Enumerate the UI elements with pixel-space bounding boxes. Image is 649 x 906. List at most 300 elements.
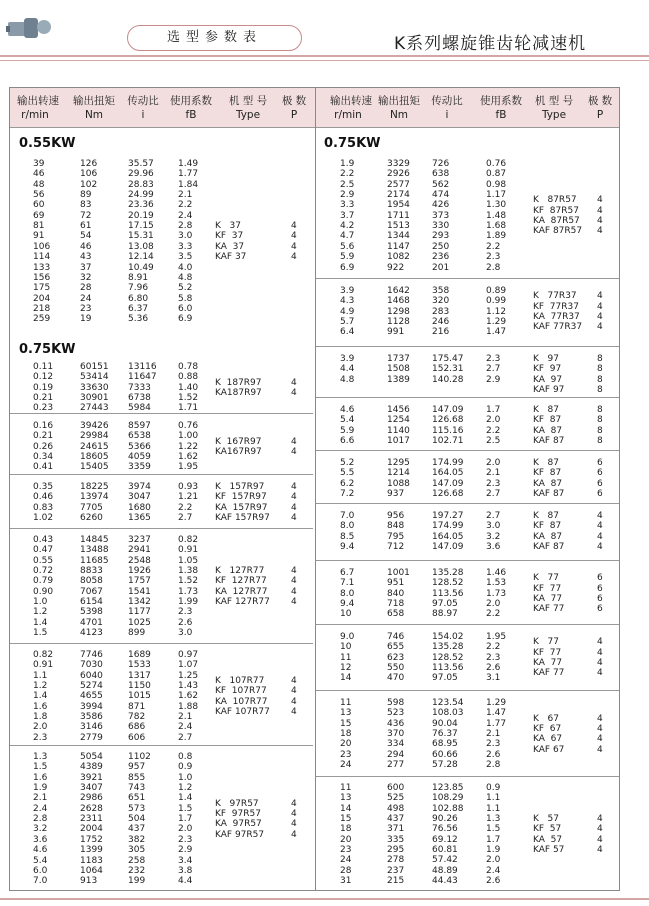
poles-cell: 4	[291, 377, 297, 388]
poles-cell: 4	[597, 834, 603, 845]
factor-cell: 3.0	[178, 231, 193, 242]
ratio-cell: 201	[432, 262, 450, 273]
speed-cell: 2.1	[33, 793, 48, 804]
ratio-cell: 782	[128, 712, 146, 723]
speed-cell: 0.46	[33, 492, 54, 503]
speed-cell: 156	[33, 272, 51, 283]
poles-cell: 8	[597, 405, 603, 415]
torque-cell: 4389	[80, 762, 103, 773]
ratio-cell: 871	[128, 701, 146, 712]
speed-cell: 11	[340, 698, 352, 708]
ratio-cell: 164.05	[432, 468, 464, 479]
model-cell: KA 67	[533, 734, 563, 745]
ratio-cell: 154.02	[432, 632, 464, 642]
ratio-cell: 638	[432, 169, 450, 180]
torque-cell: 18225	[80, 482, 109, 492]
speed-cell: 1.4	[33, 691, 48, 702]
ratio-cell: 60.81	[432, 845, 458, 856]
torque-cell: 437	[387, 814, 405, 825]
ratio-cell: 15.31	[128, 231, 154, 242]
torque-cell: 237	[387, 865, 405, 876]
model-cell: KA 157R97	[215, 502, 268, 513]
torque-cell: 4123	[80, 628, 103, 639]
model-cell: KF 87R57	[533, 205, 579, 216]
torque-cell: 1183	[80, 855, 103, 866]
factor-cell: 1.0	[178, 772, 193, 783]
ratio-cell: 3237	[128, 535, 151, 545]
speed-cell: 0.43	[33, 535, 54, 545]
speed-cell: 2.0	[33, 722, 48, 733]
torque-cell: 3329	[387, 159, 410, 169]
model-cell: KA 97R57	[215, 819, 262, 830]
speed-cell: 24	[340, 855, 352, 866]
ratio-header: 传动比	[127, 95, 159, 107]
torque-cell: 27443	[80, 403, 109, 414]
ratio-cell: 174.99	[432, 458, 464, 468]
ratio-cell: 13116	[128, 362, 157, 372]
speed-cell: 11	[340, 652, 352, 663]
ratio-cell: 126.68	[432, 415, 464, 426]
ratio-cell: 6.80	[128, 293, 149, 304]
torque-cell: 60151	[80, 362, 109, 372]
ratio-cell: 90.26	[432, 814, 458, 825]
model-cell: KA 57	[533, 834, 563, 845]
factor-cell: 1.5	[486, 824, 501, 835]
factor-unit: fB	[495, 109, 507, 121]
ratio-cell: 164.05	[432, 531, 464, 542]
speed-cell: 5.6	[340, 241, 355, 252]
torque-cell: 102	[80, 179, 98, 190]
factor-cell: 2.8	[486, 262, 501, 273]
ratio-cell: 504	[128, 814, 146, 825]
speed-cell: 3.9	[340, 354, 355, 364]
factor-cell: 0.98	[486, 179, 507, 190]
torque-cell: 600	[387, 783, 405, 793]
torque-cell: 295	[387, 845, 405, 856]
speed-cell: 20	[340, 739, 352, 750]
factor-cell: 2.0	[486, 855, 501, 866]
ratio-cell: 113.56	[432, 663, 464, 674]
ratio-cell: 1680	[128, 502, 151, 513]
torque-cell: 5054	[80, 752, 103, 762]
factor-cell: 0.93	[178, 482, 199, 492]
group-divider	[316, 397, 619, 398]
footer-line	[0, 898, 649, 906]
ratio-cell: 6738	[128, 393, 151, 404]
speed-cell: 28	[340, 865, 352, 876]
factor-cell: 2.6	[178, 617, 193, 628]
ratio-cell: 113.56	[432, 588, 464, 599]
ratio-cell: 573	[128, 803, 146, 814]
factor-cell: 1.21	[178, 492, 199, 503]
speed-cell: 4.6	[340, 405, 355, 415]
speed-cell: 13	[340, 793, 352, 804]
torque-cell: 334	[387, 739, 405, 750]
factor-cell: 1.29	[486, 317, 507, 328]
poles-cell: 4	[597, 301, 603, 312]
ratio-cell: 1177	[128, 607, 151, 618]
speed-cell: 8.0	[340, 588, 355, 599]
speed-cell: 7.1	[340, 578, 355, 589]
factor-cell: 1.89	[486, 231, 507, 242]
factor-cell: 2.2	[486, 241, 501, 252]
factor-cell: 3.4	[178, 855, 193, 866]
speed-cell: 0.21	[33, 431, 54, 442]
factor-cell: 1.7	[486, 405, 501, 415]
factor-cell: 1.40	[178, 382, 199, 393]
poles-cell: 4	[597, 226, 603, 237]
factor-cell: 3.2	[486, 531, 501, 542]
speed-cell: 4.6	[33, 845, 48, 856]
model-cell: KF 37	[215, 231, 244, 242]
factor-cell: 0.76	[486, 159, 507, 169]
poles-cell: 4	[291, 675, 297, 686]
torque-cell: 2577	[387, 179, 410, 190]
poles-cell: 4	[597, 322, 603, 333]
torque-cell: 1344	[387, 231, 410, 242]
ratio-cell: 4059	[128, 452, 151, 463]
torque-cell: 655	[387, 642, 405, 653]
ratio-cell: 957	[128, 762, 146, 773]
torque-cell: 922	[387, 262, 405, 273]
ratio-cell: 197.27	[432, 511, 464, 521]
model-cell: KAF 107R77	[215, 706, 270, 717]
speed-cell: 6.9	[340, 262, 355, 273]
torque-cell: 1642	[387, 286, 410, 296]
torque-cell: 1214	[387, 468, 410, 479]
ratio-cell: 1317	[128, 670, 151, 681]
poles-cell: 4	[597, 744, 603, 755]
speed-cell: 106	[33, 241, 51, 252]
ratio-cell: 128.52	[432, 652, 464, 663]
speed-cell: 1.5	[33, 628, 48, 639]
model-cell: KA 77	[533, 593, 563, 604]
factor-cell: 2.5	[486, 436, 501, 447]
poles-cell: 8	[597, 364, 603, 375]
ratio-cell: 6538	[128, 431, 151, 442]
torque-cell: 712	[387, 542, 405, 553]
ratio-cell: 373	[432, 210, 450, 221]
torque-cell: 1389	[387, 374, 410, 385]
speed-cell: 15	[340, 814, 352, 825]
speed-cell: 0.35	[33, 482, 54, 492]
factor-cell: 2.3	[486, 478, 501, 489]
factor-cell: 1.73	[486, 588, 507, 599]
group-divider	[316, 450, 619, 451]
factor-cell: 1.3	[486, 814, 501, 825]
poles-cell: 4	[291, 446, 297, 457]
torque-cell: 39426	[80, 421, 109, 431]
ratio-cell: 147.09	[432, 478, 464, 489]
poles-cell: 4	[291, 502, 297, 513]
divider	[0, 60, 649, 61]
ratio-cell: 123.54	[432, 698, 464, 708]
poles-cell: 4	[291, 798, 297, 809]
model-cell: KAF 67	[533, 744, 565, 755]
model-cell: KF 87	[533, 521, 562, 532]
factor-cell: 1.00	[178, 431, 199, 442]
torque-cell: 1468	[387, 296, 410, 307]
ratio-cell: 24.99	[128, 190, 154, 201]
speed-cell: 81	[33, 221, 45, 232]
speed-cell: 18	[340, 824, 352, 835]
torque-cell: 6040	[80, 670, 103, 681]
ratio-cell: 216	[432, 327, 450, 338]
group-divider	[316, 776, 619, 777]
model-cell: K 107R77	[215, 675, 265, 686]
speed-cell: 6.4	[340, 327, 355, 338]
speed-cell: 0.34	[33, 452, 54, 463]
ratio-cell: 68.95	[432, 739, 458, 750]
ratio-cell: 102.88	[432, 803, 464, 814]
speed-cell: 0.12	[33, 372, 54, 383]
model-cell: KAF 77R37	[533, 322, 583, 333]
torque-cell: 370	[387, 729, 405, 740]
speed-cell: 6.6	[340, 436, 355, 447]
group-divider	[316, 690, 619, 691]
ratio-cell: 5984	[128, 403, 151, 414]
factor-cell: 1.77	[486, 718, 507, 729]
poles-cell: 4	[291, 819, 297, 830]
speed-cell: 0.11	[33, 362, 54, 372]
poles-cell: 6	[597, 583, 603, 594]
speed-cell: 31	[340, 876, 352, 887]
torque-cell: 1254	[387, 415, 410, 426]
speed-cell: 13	[340, 708, 352, 719]
factor-cell: 0.78	[178, 362, 199, 372]
ratio-cell: 1533	[128, 660, 151, 671]
factor-cell: 1.7	[178, 814, 193, 825]
torque-cell: 1513	[387, 221, 410, 232]
torque-cell: 1001	[387, 568, 410, 578]
poles-cell: 4	[597, 637, 603, 648]
torque-cell: 1456	[387, 405, 410, 415]
factor-cell: 1.47	[486, 327, 507, 338]
ratio-cell: 135.28	[432, 642, 464, 653]
factor-cell: 1.47	[486, 708, 507, 719]
torque-cell: 11685	[80, 555, 109, 566]
speed-cell: 1.1	[33, 670, 48, 681]
torque-cell: 4701	[80, 617, 103, 628]
factor-cell: 2.7	[486, 364, 501, 375]
model-cell: KA 77	[533, 657, 563, 668]
poles-cell: 4	[597, 845, 603, 856]
ratio-cell: 7333	[128, 382, 151, 393]
speed-cell: 60	[33, 200, 45, 211]
ratio-unit: i	[445, 109, 449, 121]
factor-cell: 2.9	[178, 845, 193, 856]
speed-cell: 5.9	[340, 425, 355, 436]
factor-cell: 2.7	[486, 511, 501, 521]
poles-cell: 6	[597, 468, 603, 479]
speed-cell: 3.3	[340, 200, 355, 211]
model-cell: K 157R97	[215, 482, 265, 492]
factor-cell: 1.95	[486, 632, 507, 642]
speed-cell: 1.2	[33, 681, 48, 692]
factor-cell: 1.68	[486, 221, 507, 232]
power-label: 0.75KW	[324, 136, 381, 151]
poles-cell: 6	[597, 593, 603, 604]
speed-cell: 4.8	[340, 374, 355, 385]
torque-cell: 1298	[387, 306, 410, 317]
poles-cell: 4	[597, 713, 603, 724]
torque-cell: 2986	[80, 793, 103, 804]
group-divider	[316, 346, 619, 347]
poles-unit: P	[290, 109, 298, 121]
ratio-cell: 1757	[128, 576, 151, 587]
ratio-cell: 743	[128, 783, 146, 794]
model-cell: K 87	[533, 405, 559, 415]
factor-cell: 2.4	[178, 722, 193, 733]
ratio-cell: 686	[128, 722, 146, 733]
factor-cell: 5.2	[178, 283, 193, 294]
speed-cell: 133	[33, 262, 51, 273]
torque-cell: 623	[387, 652, 405, 663]
ratio-cell: 97.05	[432, 673, 458, 684]
torque-cell: 5398	[80, 607, 103, 618]
torque-cell: 8833	[80, 566, 103, 577]
factor-cell: 2.1	[486, 468, 501, 479]
poles-cell: 8	[597, 374, 603, 385]
model-cell: KAF 87	[533, 542, 565, 553]
torque-cell: 1088	[387, 478, 410, 489]
speed-cell: 5.2	[340, 458, 355, 468]
factor-cell: 1.4	[178, 793, 193, 804]
factor-cell: 1.52	[178, 576, 199, 587]
factor-cell: 1.17	[486, 190, 507, 201]
speed-cell: 1.3	[33, 752, 48, 762]
factor-cell: 3.0	[486, 521, 501, 532]
factor-cell: 1.62	[178, 691, 199, 702]
speed-cell: 1.8	[33, 712, 48, 723]
ratio-cell: 1926	[128, 566, 151, 577]
torque-cell: 1399	[80, 845, 103, 856]
ratio-unit: i	[141, 109, 145, 121]
speed-cell: 18	[340, 729, 352, 740]
model-cell: KAF 77	[533, 668, 565, 679]
model-cell: KAF 87	[533, 436, 565, 447]
torque-cell: 13974	[80, 492, 109, 503]
speed-cell: 5.4	[340, 415, 355, 426]
factor-cell: 1.12	[486, 306, 507, 317]
factor-cell: 0.82	[178, 535, 199, 545]
poles-unit: P	[596, 109, 604, 121]
torque-cell: 7746	[80, 650, 103, 660]
factor-cell: 0.91	[178, 545, 199, 556]
poles-cell: 4	[597, 521, 603, 532]
speed-cell: 56	[33, 190, 45, 201]
factor-cell: 1.07	[178, 660, 199, 671]
torque-cell: 2004	[80, 824, 103, 835]
ratio-cell: 2548	[128, 555, 151, 566]
torque-cell: 19	[80, 314, 92, 325]
model-cell: KAF 77	[533, 604, 565, 615]
torque-cell: 2926	[387, 169, 410, 180]
factor-cell: 2.2	[178, 502, 193, 513]
ratio-cell: 97.05	[432, 599, 458, 610]
torque-cell: 1508	[387, 364, 410, 375]
factor-cell: 1.49	[178, 159, 199, 169]
torque-cell: 1017	[387, 436, 410, 447]
speed-cell: 23	[340, 749, 352, 760]
model-cell: KF 77	[533, 583, 562, 594]
speed-cell: 4.3	[340, 296, 355, 307]
model-cell: K 67	[533, 713, 559, 724]
factor-cell: 1.99	[178, 597, 199, 608]
power-label: 0.55KW	[19, 136, 76, 151]
model-cell: KA 127R77	[215, 586, 268, 597]
poles-cell: 4	[291, 221, 297, 232]
ratio-cell: 474	[432, 190, 450, 201]
factor-cell: 1.95	[178, 462, 199, 473]
factor-cell: 1.62	[178, 452, 199, 463]
poles-cell: 4	[597, 814, 603, 825]
factor-cell: 0.9	[178, 762, 193, 773]
speed-cell: 0.82	[33, 650, 54, 660]
poles-cell: 4	[597, 291, 603, 302]
speed-cell: 1.6	[33, 772, 48, 783]
speed-cell: 6.7	[340, 568, 355, 578]
poles-cell: 4	[291, 706, 297, 717]
torque-cell: 89	[80, 190, 92, 201]
torque-cell: 53414	[80, 372, 109, 383]
ratio-cell: 199	[128, 876, 146, 887]
ratio-cell: 147.09	[432, 542, 464, 553]
factor-cell: 1.46	[486, 568, 507, 578]
torque-cell: 30901	[80, 393, 109, 404]
speed-cell: 259	[33, 314, 51, 325]
factor-cell: 1.84	[178, 179, 199, 190]
model-cell: K 77	[533, 637, 559, 648]
factor-cell: 2.0	[486, 599, 501, 610]
factor-cell: 1.1	[486, 803, 501, 814]
ratio-cell: 8597	[128, 421, 151, 431]
torque-cell: 278	[387, 855, 405, 866]
factor-cell: 0.89	[486, 286, 507, 296]
group-divider	[10, 643, 313, 644]
factor-cell: 1.2	[178, 783, 193, 794]
poles-cell: 4	[597, 511, 603, 521]
speed-cell: 9.0	[340, 632, 355, 642]
torque-cell: 7030	[80, 660, 103, 671]
selection-title: 选型参数表	[127, 25, 302, 51]
factor-cell: 3.0	[178, 628, 193, 639]
torque-cell: 83	[80, 200, 92, 211]
ratio-cell: 1015	[128, 691, 151, 702]
torque-cell: 3146	[80, 722, 103, 733]
torque-cell: 840	[387, 588, 405, 599]
ratio-cell: 899	[128, 628, 146, 639]
factor-cell: 2.1	[486, 729, 501, 740]
torque-cell: 4655	[80, 691, 103, 702]
factor-cell: 1.77	[178, 169, 199, 180]
ratio-cell: 152.31	[432, 364, 464, 375]
selection-table	[9, 87, 620, 891]
factor-cell: 2.2	[486, 609, 501, 620]
factor-cell: 2.3	[486, 652, 501, 663]
torque-cell: 746	[387, 632, 405, 642]
torque-cell: 525	[387, 793, 405, 804]
model-cell: KF 87	[533, 468, 562, 479]
torque-cell: 28	[80, 283, 92, 294]
model-cell: KA 77R37	[533, 311, 580, 322]
speed-cell: 0.79	[33, 576, 54, 587]
factor-cell: 2.7	[178, 732, 193, 743]
speed-cell: 0.91	[33, 660, 54, 671]
speed-header: 输出转速	[330, 95, 372, 107]
torque-cell: 550	[387, 663, 405, 674]
poles-cell: 8	[597, 415, 603, 426]
